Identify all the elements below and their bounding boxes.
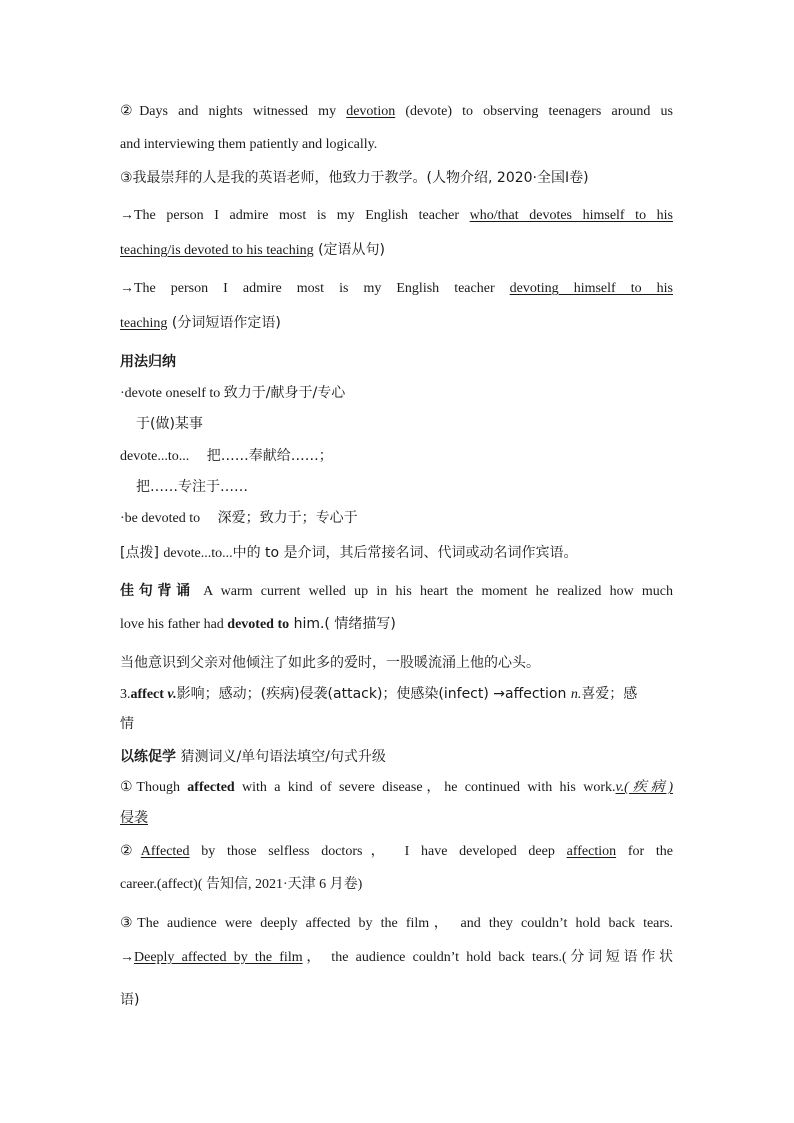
text: ②: [120, 844, 141, 859]
answer-participle-phrase: Deeply affected by the film: [134, 950, 303, 965]
practice-2-line-1: [120, 842, 673, 862]
text: 影响；感动；(疾病)侵袭(attack)；使感染(infect) →affection: [176, 686, 571, 702]
text: love his father had: [120, 617, 228, 632]
note: (分词短语作定语): [167, 315, 281, 331]
example-3-answer-line-2: [120, 240, 673, 261]
practice-3-line-3: 语): [120, 992, 140, 1008]
tip-label: [点拨]: [120, 545, 164, 561]
answer-meaning-cont: 侵袭: [120, 810, 148, 826]
text: 猜测词义/单句语法填空/句式升级: [176, 749, 386, 765]
usage-item-2-cont: 把……专注于……: [136, 479, 248, 495]
example-3-chinese: ③我最崇拜的人是我的英语老师，他致力于教学。(人物介绍, 2020·全国Ⅰ卷): [120, 170, 589, 186]
answer-meaning: v.(疾病): [615, 780, 674, 795]
tip-line: [120, 543, 673, 564]
answer-relative-clause-cont: teaching/is devoted to his teaching: [120, 243, 314, 258]
text: →The person I admire most is my English teacher: [120, 281, 510, 296]
text: 致力于/献身于/专心: [223, 385, 346, 401]
text: ·be devoted to: [120, 511, 204, 526]
entry-number: 3.: [120, 687, 131, 702]
note: (定语从句): [313, 242, 385, 258]
text: 中的 to 是介词，其后常接名词、代词或动名词作宾语。: [232, 545, 578, 561]
answer-devotion: devotion: [346, 104, 396, 119]
example-3-answer-line-1: [120, 206, 673, 226]
text: him.( 情绪描写): [289, 616, 396, 632]
text: 把……奉献给……；: [206, 448, 333, 464]
usage-item-1: [120, 383, 673, 404]
part-of-speech: n.: [570, 687, 582, 702]
usage-item-1-cont: 于(做)某事: [136, 416, 203, 432]
practice-label: 以练促学: [120, 749, 176, 765]
text: for the: [616, 844, 674, 859]
word-entry-affect: [120, 684, 673, 705]
example-2-line-2: and interviewing them patiently and logically.: [120, 137, 378, 152]
text: devote...to...: [120, 449, 193, 464]
practice-3-line-2: [120, 948, 673, 968]
practice-1-line-1: [120, 778, 673, 798]
text: →The person I admire most is my English teacher: [120, 208, 470, 223]
sentence-translation: 当他意识到父亲对他倾注了如此多的爱时，一股暖流涌上他的心头。: [120, 655, 540, 671]
example-3-answer-line-3: [120, 279, 673, 299]
bold-phrase: devoted to: [227, 617, 290, 632]
answer-relative-clause: who/that devotes himself to his: [469, 208, 674, 223]
usage-item-3: [120, 508, 673, 529]
text: 喜爱；感: [581, 686, 638, 702]
word-entry-affect-cont: 情: [120, 716, 134, 732]
sentence-recite-line-2: [120, 614, 673, 635]
headword: affect: [130, 687, 164, 702]
text: (devote) to observing teenagers around us: [395, 104, 673, 119]
text: by those selfless doctors， I have developed deep: [189, 844, 567, 859]
answer-participle: devoting himself to his: [509, 281, 673, 296]
bold-word: affected: [187, 780, 235, 795]
practice-2-line-2: career.(affect)( 告知信, 2021·天津 6 月卷): [120, 877, 363, 892]
text: ①Though: [120, 780, 188, 795]
text: A warm current welled up in his heart the moment he realized how much: [194, 584, 674, 599]
answer-affection: affection: [566, 844, 617, 859]
recite-label: 佳句背诵: [120, 583, 195, 599]
section-heading-usage: 用法归纳: [120, 354, 176, 370]
text: 深爱；致力于；专心于: [217, 510, 358, 526]
text: ②Days and nights witnessed my: [120, 104, 347, 119]
part-of-speech: v.: [163, 687, 177, 702]
text: ， the audience couldn’t hold back tears.(分词短语作状: [302, 950, 673, 965]
sentence-recite-line-1: [120, 581, 673, 602]
answer-participle-cont: teaching: [120, 316, 168, 331]
example-3-answer-line-4: [120, 313, 673, 334]
practice-heading: [120, 747, 673, 768]
practice-1-line-2: [120, 808, 673, 828]
text: with a kind of severe disease，he continued with his work.: [234, 780, 616, 795]
text: ·devote oneself to: [120, 386, 224, 401]
practice-3-line-1: ③The audience were deeply affected by the film， and they couldn’t hold back tears.: [120, 916, 673, 931]
text: →: [120, 950, 134, 965]
usage-item-2: [120, 446, 673, 467]
example-2-line-1: [120, 102, 673, 122]
answer-affected: Affected: [140, 844, 190, 859]
text: devote...to...: [163, 546, 233, 561]
